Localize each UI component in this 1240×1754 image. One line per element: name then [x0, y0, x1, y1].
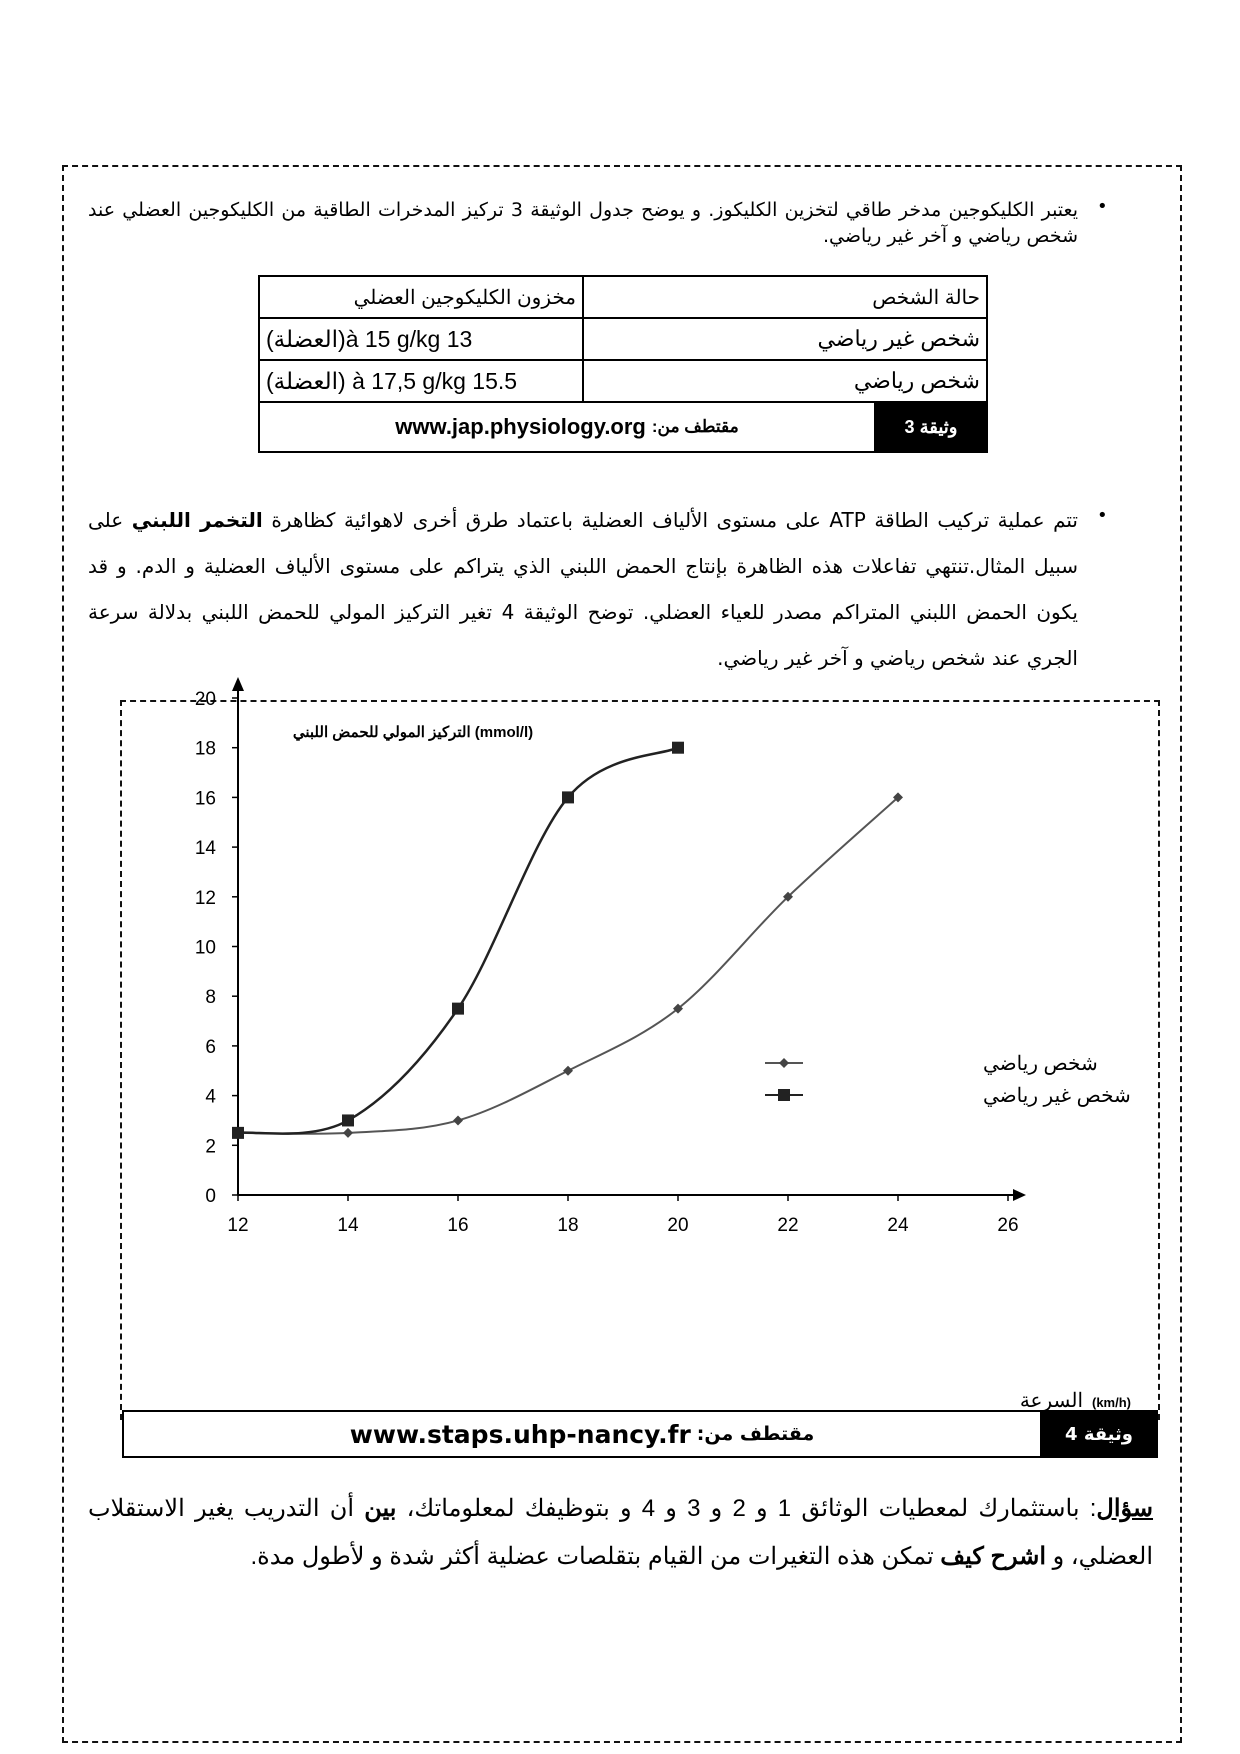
doc3-cell-state: شخص غير رياضي — [583, 318, 987, 360]
legend-label: شخص غير رياضي — [983, 1085, 1131, 1107]
data-point-athlete — [453, 1115, 463, 1125]
lactic-text-2: على سبيل المثال.تنتهي تفاعلات هذه الظاهرة بإنتاج الحمض اللبني الذي يتراكم على مستوى الألياف العضلية و الدم. و قد يكون الحمض اللبني المتراكم مصدر للعياء العضلي. توضح الوثيقة 4 تغير التركيز المولي للحمض اللبني بدلالة سرعة الجري عند شخص رياضي و آخر غير رياضي. — [88, 508, 1078, 670]
legend-marker — [778, 1089, 790, 1101]
intro-paragraph: يعتبر الكليكوجين مدخر طاقي لتخزين الكليكوز. و يوضح جدول الوثيقة 3 تركيز المدخرات الطاقية من الكليكوجين العضلي عند شخص رياضي و آخر غير رياضي. — [88, 199, 1078, 247]
data-point-non-athlete — [562, 791, 574, 803]
y-tick-label: 10 — [194, 937, 216, 959]
doc4-source — [124, 1412, 1042, 1456]
lactic-bold: التخمر اللبني — [131, 508, 263, 532]
x-axis-unit: (km/h) — [1092, 1395, 1131, 1410]
x-tick-label: 20 — [667, 1215, 689, 1236]
table-row — [259, 360, 987, 402]
y-tick-label: 8 — [205, 987, 216, 1009]
x-tick-label: 26 — [997, 1215, 1019, 1236]
doc4-source-url[interactable]: www.staps.uhp-nancy.fr — [349, 1419, 691, 1449]
y-tick-label: 12 — [194, 887, 216, 909]
bullet: • — [1097, 505, 1108, 526]
y-tick-label: 2 — [205, 1136, 216, 1158]
x-tick-label: 14 — [337, 1215, 359, 1236]
series-line-athlete — [238, 797, 898, 1133]
data-point-athlete — [563, 1066, 573, 1076]
x-tick-label: 24 — [887, 1215, 909, 1236]
doc4-label: وثيقة 4 — [1042, 1412, 1156, 1456]
data-point-athlete — [343, 1128, 353, 1138]
y-tick-label: 16 — [194, 788, 216, 810]
lactic-text-1: تتم عملية تركيب الطاقة ATP على مستوى الألياف العضلية باعتماد طرق أخرى لاهوائية كظاهرة — [262, 508, 1078, 532]
y-tick-label: 6 — [205, 1036, 216, 1058]
doc3-footer-row — [259, 402, 987, 452]
y-tick-label: 20 — [194, 689, 216, 710]
doc3-cell-state: شخص رياضي — [583, 360, 987, 402]
question-paragraph — [88, 1485, 1153, 1581]
x-tick-label: 18 — [557, 1215, 579, 1236]
doc3-header-state: حالة الشخص — [583, 276, 987, 318]
lactate-chart — [123, 689, 1153, 1418]
question-bold-2: اشرح كيف — [940, 1543, 1046, 1570]
question-bold-1: بين — [364, 1495, 397, 1522]
question-text-2: أن التدريب يغير الاستقلاب العضلي، و — [88, 1495, 1153, 1570]
y-tick-label: 4 — [205, 1086, 216, 1108]
data-point-non-athlete — [342, 1114, 354, 1126]
x-tick-label: 12 — [227, 1215, 249, 1236]
y-tick-label: 0 — [205, 1186, 216, 1207]
y-tick-label: 18 — [194, 738, 216, 760]
doc3-header-row — [259, 276, 987, 318]
series-line-non-athlete — [238, 748, 678, 1134]
y-axis-label: التركيز المولي للحمض اللبني (mmol/l) — [292, 724, 534, 741]
doc3-source — [260, 403, 876, 451]
x-axis-arrow — [1013, 1189, 1026, 1201]
y-tick-label: 14 — [194, 838, 216, 860]
x-tick-label: 16 — [447, 1215, 469, 1236]
doc3-header-storage: مخزون الكليكوجين العضلي — [259, 276, 583, 318]
data-point-non-athlete — [452, 1003, 464, 1015]
doc3-source-prefix: مقتطف من: — [651, 417, 739, 436]
x-tick-label: 22 — [777, 1215, 799, 1236]
doc3-source-url[interactable]: www.jap.physiology.org — [395, 414, 646, 439]
legend-marker — [779, 1058, 789, 1068]
doc4-source-prefix: مقتطف من: — [696, 1423, 815, 1445]
table-row — [259, 318, 987, 360]
x-axis-label: السرعة — [1019, 1390, 1083, 1412]
doc3-cell-value: 15.5 à 17,5 g/kg (العضلة) — [259, 360, 583, 402]
doc4-footer — [122, 1410, 1158, 1458]
data-point-non-athlete — [232, 1127, 244, 1139]
doc3-cell-value: 13 à 15 g/kg(العضلة) — [259, 318, 583, 360]
question-label: سؤال — [1096, 1495, 1154, 1522]
data-point-non-athlete — [672, 742, 684, 754]
doc3-label: وثيقة 3 — [876, 403, 986, 451]
question-text-1: : باستثمارك لمعطيات الوثائق 1 و 2 و 3 و 4 و بتوظيفك لمعلوماتك، — [396, 1495, 1097, 1522]
bullet: • — [1097, 196, 1108, 217]
doc3-table — [258, 275, 988, 453]
legend-label: شخص رياضي — [983, 1053, 1098, 1075]
lactic-paragraph — [88, 497, 1078, 681]
question-text-3: تمكن هذه التغيرات من القيام بتقلصات عضلية أكثر شدة و لأطول مدة. — [250, 1543, 941, 1570]
